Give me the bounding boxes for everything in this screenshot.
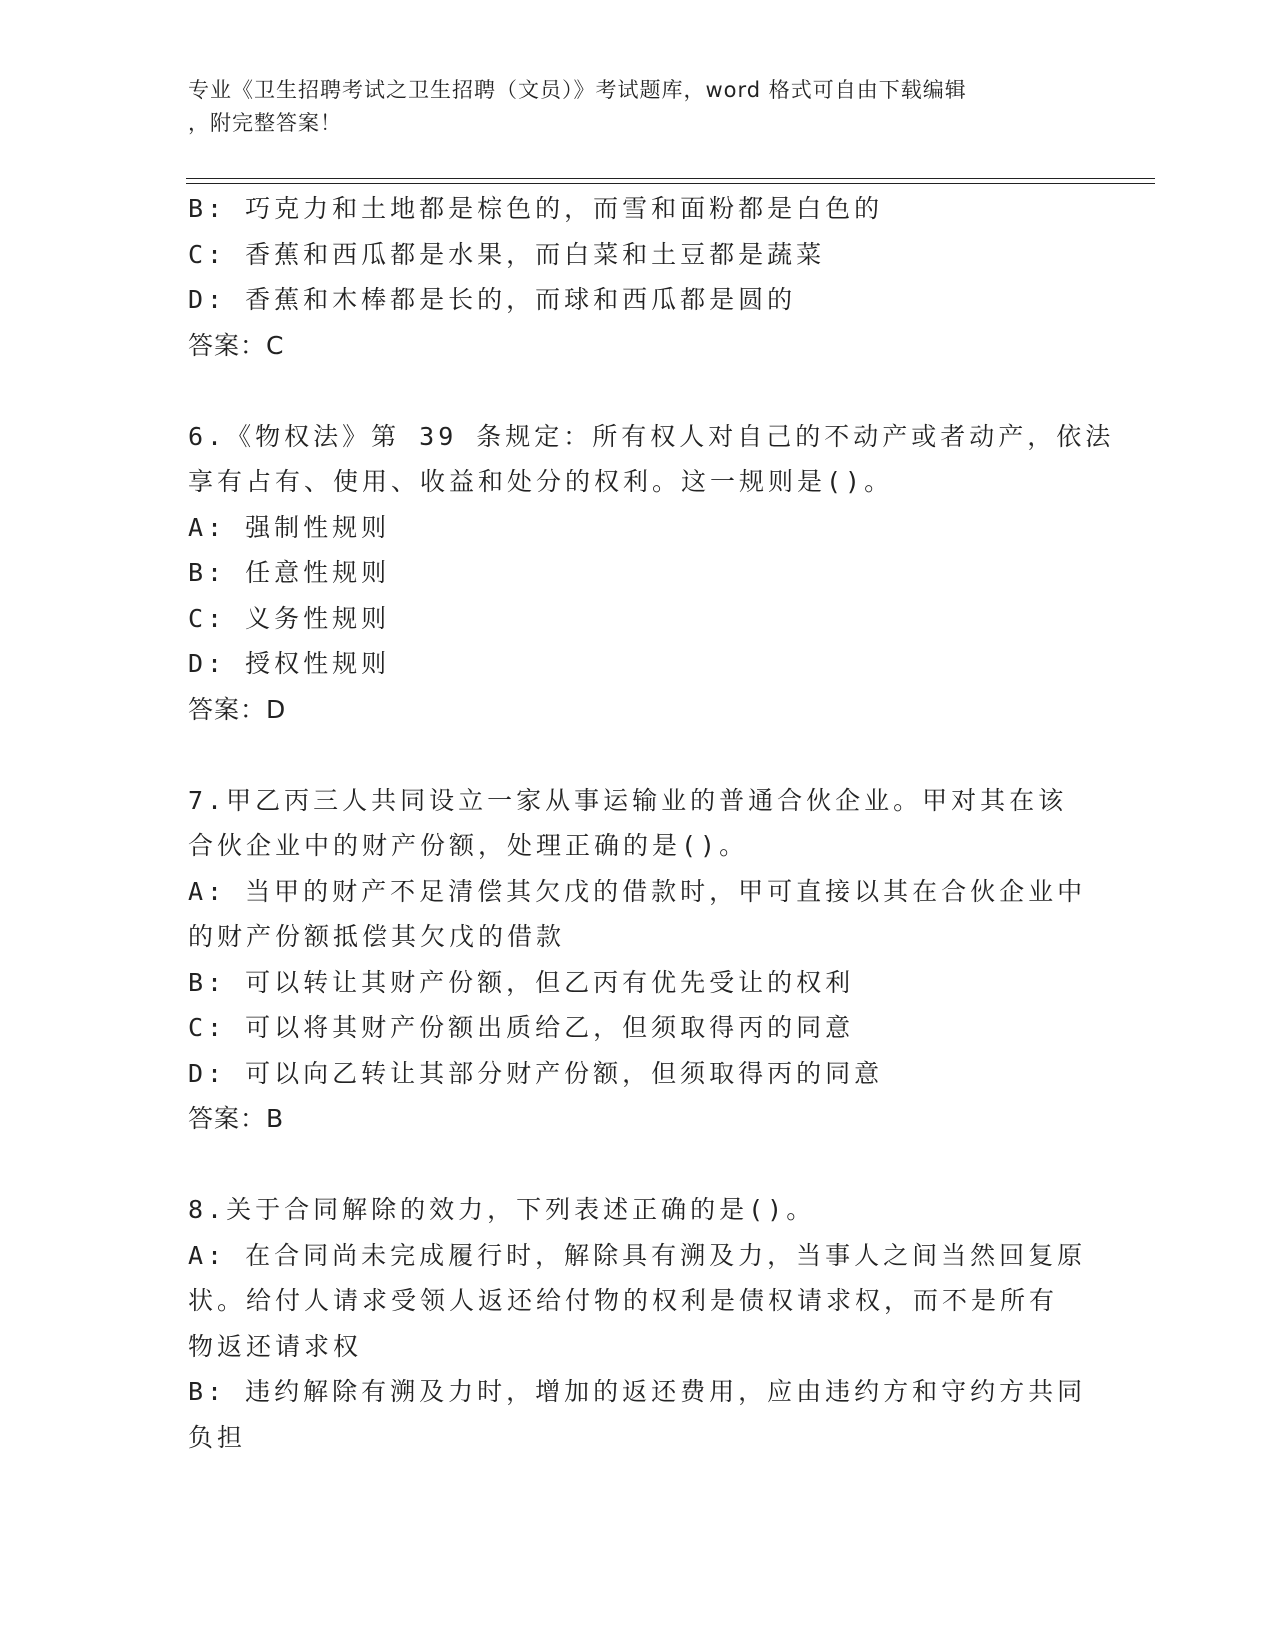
q5-option-c: C: 香蕉和西瓜都是水果，而白菜和土豆都是蔬菜: [188, 239, 826, 269]
header-rule-bottom: [186, 183, 1155, 184]
question-list: [188, 186, 1115, 1460]
q8-option-b-line-2: 负担: [188, 1422, 247, 1452]
header-rule-top: [186, 178, 1155, 179]
q7-answer: 答案：B: [188, 1104, 285, 1133]
q5-answer: 答案：C: [188, 330, 285, 360]
question-5: [188, 186, 1088, 368]
q6-option-d: D: 授权性规则: [188, 649, 391, 678]
q8-stem: 8.关于合同解除的效力，下列表述正确的是()。: [188, 1195, 816, 1224]
q6-answer: 答案：D: [188, 694, 287, 724]
q7-option-b: B: 可以转让其财产份额，但乙丙有优先受让的权利: [188, 967, 855, 997]
q7-stem-line-2: 合伙企业中的财产份额，处理正确的是()。: [188, 831, 749, 860]
q6-stem-line-1: 6.《物权法》第 39 条规定：所有权人对自己的不动产或者动产，依法: [188, 421, 1115, 451]
q5-option-d: D: 香蕉和木棒都是长的，而球和西瓜都是圆的: [188, 285, 797, 314]
question-6: [188, 414, 1115, 733]
spacer: [188, 732, 1088, 778]
q6-stem-line-2: 享有占有、使用、收益和处分的权利。这一规则是()。: [188, 467, 894, 496]
spacer: [188, 368, 1088, 414]
question-7: [188, 778, 1088, 1142]
q7-option-a-line-2: 的财产份额抵偿其欠戊的借款: [188, 922, 566, 951]
spacer: [188, 1142, 1088, 1188]
question-8: [188, 1187, 1088, 1460]
q8-option-a-line-2: 状。给付人请求受领人返还给付物的权利是债权请求权，而不是所有: [188, 1286, 1059, 1315]
q7-option-d: D: 可以向乙转让其部分财产份额，但须取得丙的同意: [188, 1058, 884, 1088]
q7-stem-line-1: 7.甲乙丙三人共同设立一家从事运输业的普通合伙企业。甲对其在该: [188, 785, 1068, 815]
q8-option-a-line-3: 物返还请求权: [188, 1331, 363, 1361]
q6-option-a: A: 强制性规则: [188, 512, 391, 542]
q5-option-b: B: 巧克力和土地都是棕色的，而雪和面粉都是白色的: [188, 194, 884, 223]
q6-option-c: C: 义务性规则: [188, 603, 391, 633]
q7-option-c: C: 可以将其财产份额出质给乙，但须取得丙的同意: [188, 1013, 855, 1042]
header-line-1: 专业《卫生招聘考试之卫生招聘（文员）》考试题库，word 格式可自由下载编辑: [188, 78, 967, 102]
q8-option-b-line-1: B: 违约解除有溯及力时，增加的返还费用，应由违约方和守约方共同: [188, 1377, 1087, 1406]
q8-option-a-line-1: A: 在合同尚未完成履行时，解除具有溯及力，当事人之间当然回复原: [188, 1240, 1087, 1270]
q7-option-a-line-1: A: 当甲的财产不足清偿其欠戊的借款时，甲可直接以其在合伙企业中: [188, 876, 1087, 906]
document-header: [188, 74, 1068, 140]
q6-option-b: B: 任意性规则: [188, 558, 391, 587]
header-line-2: ，附完整答案！: [188, 111, 342, 135]
